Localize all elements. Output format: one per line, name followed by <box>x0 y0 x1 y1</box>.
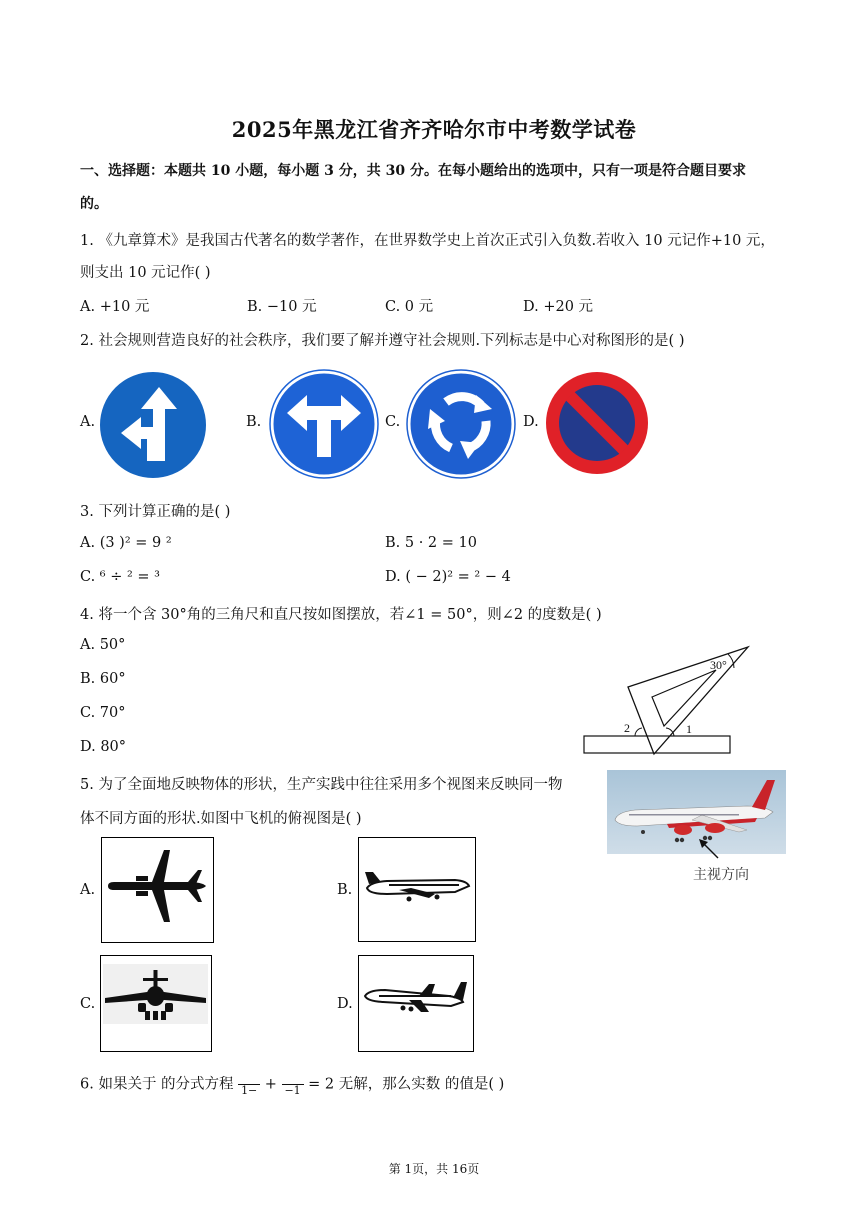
q5-option-a-label: A. <box>80 882 96 898</box>
q1-option-d: D. +20 元 <box>523 299 594 315</box>
q4-stem: 4. 将一个含 30°角的三角尺和直尺按如图摆放，若∠1 = 50°，则∠2 的度数是( ) <box>80 607 602 623</box>
q4-option-c: C. 70° <box>80 705 126 721</box>
triangle-ruler-figure <box>578 642 758 758</box>
q5-option-d-label: D. <box>337 996 353 1012</box>
section-heading-line2: 的。 <box>80 196 108 212</box>
page-footer: 第 1页，共 16页 <box>388 1162 480 1176</box>
q6-prefix: 6. 如果关于 的分式方程 <box>80 1076 234 1093</box>
q2-option-c-label: C. <box>385 414 401 430</box>
q6-fraction-2 <box>282 1072 304 1097</box>
q2-option-a-label: A. <box>80 414 96 430</box>
q4-option-a: A. 50° <box>80 637 126 653</box>
no-parking-sign-icon <box>543 369 651 477</box>
q1-option-c: C. 0 元 <box>385 299 434 315</box>
q1-stem-line1: 1. 《九章算术》是我国古代著名的数学著作，在世界数学史上首次正式引入负数.若收入 10 元记作+10 元， <box>80 233 775 249</box>
q2-stem: 2. 社会规则营造良好的社会秩序，我们要了解并遵守社会规则.下列标志是中心对称图形的是( ) <box>80 333 685 349</box>
q5-option-c-box <box>100 955 212 1052</box>
q5-option-d-box <box>358 955 474 1052</box>
airplane-top-view-icon <box>102 838 212 941</box>
q3-option-a: A. (3 )² = 9 ² <box>80 535 172 551</box>
airplane-front-view-icon <box>101 956 210 1050</box>
q2-option-b-label: B. <box>246 414 262 430</box>
q3-option-c: C. ⁶ ÷ ² = ³ <box>80 569 160 585</box>
q5-option-b-box <box>358 837 476 942</box>
q6-fraction-1 <box>238 1072 260 1097</box>
angle-2-label: 2 <box>624 721 630 735</box>
q2-option-d-label: D. <box>523 414 539 430</box>
angle-1-label: 1 <box>686 722 692 736</box>
q3-stem: 3. 下列计算正确的是( ) <box>80 504 231 520</box>
q6-fraction-2-denominator: −1 <box>284 1084 301 1097</box>
q1-option-a: A. +10 元 <box>80 299 150 315</box>
airplane-angled-view-icon <box>359 956 472 1050</box>
q6-fraction-1-denominator: 1− <box>241 1084 258 1097</box>
left-or-right-sign-icon <box>269 369 379 479</box>
q5-stem-line2: 体不同方面的形状.如图中飞机的俯视图是( ) <box>80 811 362 827</box>
q6-suffix: = 2 无解，那么实数 的值是( ) <box>308 1076 505 1093</box>
q5-option-a-box <box>101 837 214 943</box>
q5-option-c-label: C. <box>80 996 96 1012</box>
q1-option-b: B. −10 元 <box>247 299 317 315</box>
q3-option-d: D. ( − 2)² = ² − 4 <box>385 569 511 585</box>
section-heading-line1: 一、选择题：本题共 10 小题，每小题 3 分，共 30 分。在每小题给出的选项中，只有一项是符合题目要求 <box>80 163 746 179</box>
q6-stem <box>80 1072 504 1097</box>
q5-option-b-label: B. <box>337 882 353 898</box>
q3-option-b: B. 5 · 2 = 10 <box>385 535 477 551</box>
q1-stem-line2: 则支出 10 元记作( ) <box>80 265 211 281</box>
angle-30-label: 30° <box>710 658 727 672</box>
view-direction-arrow-icon <box>696 838 726 862</box>
roundabout-sign-icon <box>406 369 516 479</box>
page-title: 2025年黑龙江省齐齐哈尔市中考数学试卷 <box>231 117 637 142</box>
straight-or-left-sign-icon <box>97 369 209 481</box>
airplane-side-view-icon <box>359 838 474 940</box>
q4-option-d: D. 80° <box>80 739 127 755</box>
view-direction-caption: 主视方向 <box>693 867 749 883</box>
q6-plus: + <box>264 1076 277 1093</box>
q4-option-b: B. 60° <box>80 671 126 687</box>
q5-stem-line1: 5. 为了全面地反映物体的形状，生产实践中往往采用多个视图来反映同一物 <box>80 777 563 793</box>
